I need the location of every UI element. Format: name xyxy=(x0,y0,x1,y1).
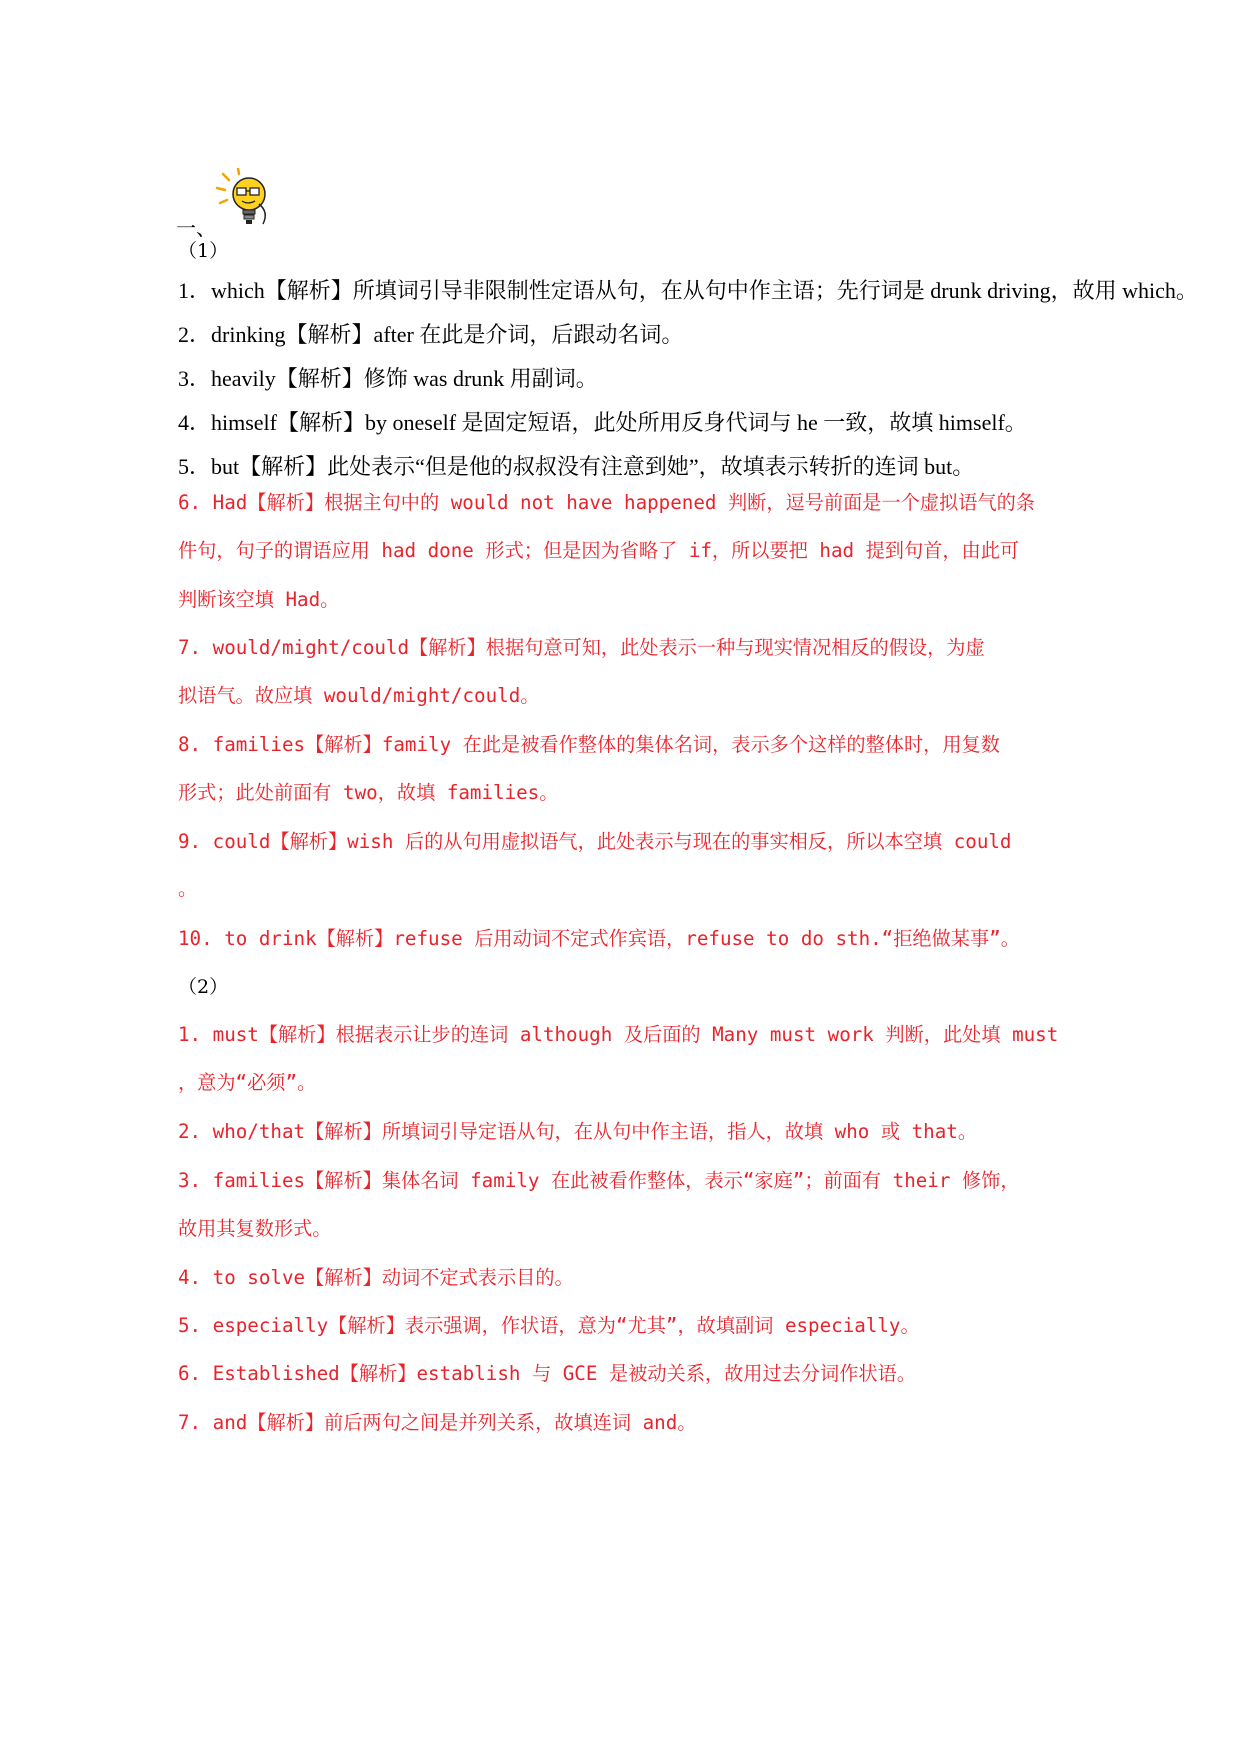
answer-line: 7. and【解析】前后两句之间是并列关系，故填连词 and。 xyxy=(178,1411,697,1434)
section-heading: 一、 xyxy=(176,216,216,240)
answer-line: 4. to solve【解析】动词不定式表示目的。 xyxy=(178,1266,574,1289)
answer-line: 8. families【解析】family 在此是被看作整体的集体名词，表示多个这样的整体时，用复数 xyxy=(178,733,1000,756)
answer-line: 10. to drink【解析】refuse 后用动词不定式作宾语，refuse to do sth.“拒绝做某事”。 xyxy=(178,927,1020,950)
answer-line: 件句，句子的谓语应用 had done 形式；但是因为省略了 if，所以要把 had 提到句首，由此可 xyxy=(178,539,1020,562)
answer-line: 2. who/that【解析】所填词引导定语从句，在从句中作主语，指人，故填 who 或 that。 xyxy=(178,1120,978,1143)
answer-line: 9. could【解析】wish 后的从句用虚拟语气，此处表示与现在的事实相反，所以本空填 could xyxy=(178,830,1012,853)
answer-line: 。 xyxy=(178,877,198,900)
answer-line: 2．drinking【解析】after 在此是介词，后跟动名词。 xyxy=(178,322,684,347)
answer-line: 7. would/might/could【解析】根据句意可知，此处表示一种与现实情况相反的假设，为虚 xyxy=(178,636,985,659)
answer-line: 拟语气。故应填 would/might/could。 xyxy=(178,684,540,707)
lightbulb-icon xyxy=(215,168,281,234)
answer-line: 判断该空填 Had。 xyxy=(178,588,340,611)
answer-line: 1．which【解析】所填词引导非限制性定语从句，在从句中作主语；先行词是 drunk driving，故用 which。 xyxy=(178,278,1198,303)
answer-line: 3. families【解析】集体名词 family 在此被看作整体，表示“家庭”；前面有 their 修饰， xyxy=(178,1169,1020,1192)
answer-line: 1. must【解析】根据表示让步的连词 although 及后面的 Many must work 判断，此处填 must xyxy=(178,1023,1059,1046)
section-2-label: （2） xyxy=(178,976,229,998)
section-1-label: （1） xyxy=(178,240,229,262)
answer-line: 3．heavily【解析】修饰 was drunk 用副词。 xyxy=(178,366,598,391)
answer-line: 故用其复数形式。 xyxy=(178,1217,332,1240)
answer-line: 5．but【解析】此处表示“但是他的叔叔没有注意到她”，故填表示转折的连词 but。 xyxy=(178,454,975,479)
answer-line: 4．himself【解析】by oneself 是固定短语，此处所用反身代词与 he 一致，故填 himself。 xyxy=(178,410,1027,435)
answer-line: 6. Had【解析】根据主句中的 would not have happened 判断，逗号前面是一个虚拟语气的条 xyxy=(178,491,1035,514)
answer-line: ，意为“必须”。 xyxy=(178,1071,317,1094)
answer-line: 6. Established【解析】establish 与 GCE 是被动关系，故用过去分词作状语。 xyxy=(178,1362,916,1385)
answer-line: 形式；此处前面有 two，故填 families。 xyxy=(178,781,559,804)
answer-line: 5. especially【解析】表示强调，作状语，意为“尤其”，故填副词 especially。 xyxy=(178,1314,920,1337)
